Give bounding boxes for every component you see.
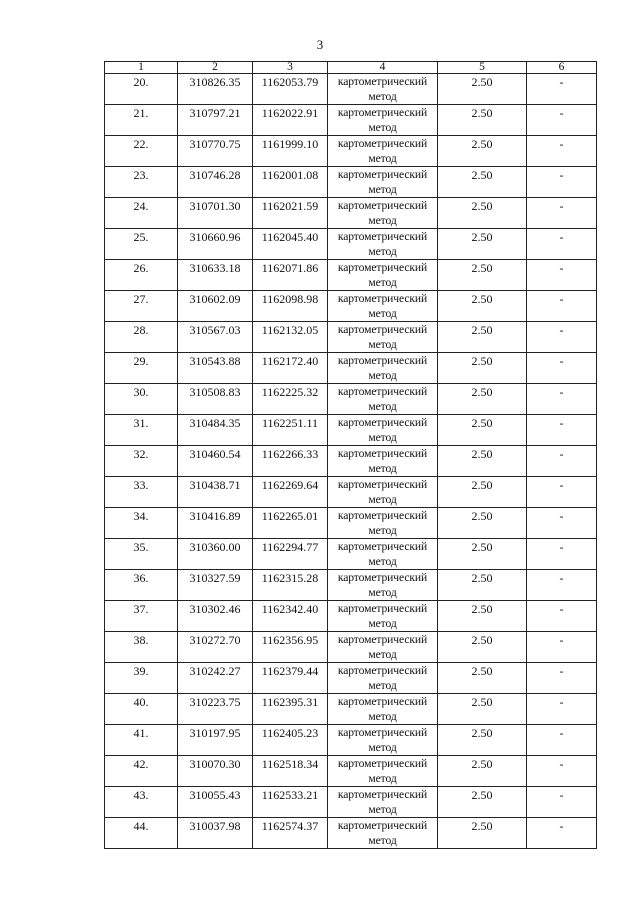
y-coordinate-cell: 1162053.79 — [253, 74, 328, 105]
x-coordinate-cell: 310037.98 — [178, 818, 253, 849]
table-header-row — [105, 62, 597, 74]
precision-cell: 2.50 — [438, 229, 527, 260]
x-coordinate-cell: 310416.89 — [178, 508, 253, 539]
point-number-cell: 36. — [105, 570, 178, 601]
method-cell: картометрический метод — [328, 167, 438, 198]
table-row — [105, 322, 597, 353]
table-row — [105, 291, 597, 322]
method-cell: картометрический метод — [328, 787, 438, 818]
table-row — [105, 787, 597, 818]
table-row — [105, 446, 597, 477]
table-row — [105, 632, 597, 663]
method-cell: картометрический метод — [328, 415, 438, 446]
precision-cell: 2.50 — [438, 384, 527, 415]
precision-cell: 2.50 — [438, 632, 527, 663]
note-cell: - — [527, 415, 597, 446]
x-coordinate-cell: 310223.75 — [178, 694, 253, 725]
table-row — [105, 818, 597, 849]
x-coordinate-cell: 310508.83 — [178, 384, 253, 415]
point-number-cell: 23. — [105, 167, 178, 198]
y-coordinate-cell: 1162132.05 — [253, 322, 328, 353]
y-coordinate-cell: 1162098.98 — [253, 291, 328, 322]
table-row — [105, 570, 597, 601]
point-number-cell: 29. — [105, 353, 178, 384]
method-cell: картометрический метод — [328, 105, 438, 136]
method-cell: картометрический метод — [328, 601, 438, 632]
page-number: 3 — [316, 37, 324, 52]
x-coordinate-cell: 310701.30 — [178, 198, 253, 229]
precision-cell: 2.50 — [438, 477, 527, 508]
method-cell: картометрический метод — [328, 384, 438, 415]
note-cell: - — [527, 198, 597, 229]
y-coordinate-cell: 1162518.34 — [253, 756, 328, 787]
table-row — [105, 756, 597, 787]
note-cell: - — [527, 74, 597, 105]
y-coordinate-cell: 1162071.86 — [253, 260, 328, 291]
precision-cell: 2.50 — [438, 756, 527, 787]
note-cell: - — [527, 508, 597, 539]
x-coordinate-cell: 310602.09 — [178, 291, 253, 322]
y-coordinate-cell: 1162225.32 — [253, 384, 328, 415]
precision-cell: 2.50 — [438, 694, 527, 725]
column-header: 3 — [253, 62, 328, 74]
point-number-cell: 26. — [105, 260, 178, 291]
precision-cell: 2.50 — [438, 353, 527, 384]
x-coordinate-cell: 310460.54 — [178, 446, 253, 477]
y-coordinate-cell: 1162001.08 — [253, 167, 328, 198]
y-coordinate-cell: 1162379.44 — [253, 663, 328, 694]
method-cell: картометрический метод — [328, 570, 438, 601]
note-cell: - — [527, 291, 597, 322]
precision-cell: 2.50 — [438, 539, 527, 570]
note-cell: - — [527, 632, 597, 663]
point-number-cell: 21. — [105, 105, 178, 136]
y-coordinate-cell: 1162269.64 — [253, 477, 328, 508]
point-number-cell: 38. — [105, 632, 178, 663]
note-cell: - — [527, 105, 597, 136]
x-coordinate-cell: 310770.75 — [178, 136, 253, 167]
point-number-cell: 28. — [105, 322, 178, 353]
x-coordinate-cell: 310302.46 — [178, 601, 253, 632]
method-cell: картометрический метод — [328, 725, 438, 756]
y-coordinate-cell: 1162356.95 — [253, 632, 328, 663]
point-number-cell: 33. — [105, 477, 178, 508]
method-cell: картометрический метод — [328, 694, 438, 725]
method-cell: картометрический метод — [328, 74, 438, 105]
x-coordinate-cell: 310567.03 — [178, 322, 253, 353]
table-row — [105, 539, 597, 570]
precision-cell: 2.50 — [438, 322, 527, 353]
note-cell: - — [527, 353, 597, 384]
note-cell: - — [527, 601, 597, 632]
precision-cell: 2.50 — [438, 136, 527, 167]
table-row — [105, 74, 597, 105]
y-coordinate-cell: 1162405.23 — [253, 725, 328, 756]
point-number-cell: 35. — [105, 539, 178, 570]
precision-cell: 2.50 — [438, 601, 527, 632]
note-cell: - — [527, 663, 597, 694]
x-coordinate-cell: 310797.21 — [178, 105, 253, 136]
column-header: 6 — [527, 62, 597, 74]
precision-cell: 2.50 — [438, 570, 527, 601]
point-number-cell: 40. — [105, 694, 178, 725]
x-coordinate-cell: 310660.96 — [178, 229, 253, 260]
method-cell: картометрический метод — [328, 508, 438, 539]
x-coordinate-cell: 310242.27 — [178, 663, 253, 694]
point-number-cell: 22. — [105, 136, 178, 167]
column-header: 4 — [328, 62, 438, 74]
y-coordinate-cell: 1162315.28 — [253, 570, 328, 601]
y-coordinate-cell: 1162294.77 — [253, 539, 328, 570]
note-cell: - — [527, 694, 597, 725]
table-row — [105, 601, 597, 632]
point-number-cell: 43. — [105, 787, 178, 818]
table-row — [105, 384, 597, 415]
coordinates-table — [104, 61, 597, 849]
x-coordinate-cell: 310055.43 — [178, 787, 253, 818]
y-coordinate-cell: 1162251.11 — [253, 415, 328, 446]
method-cell: картометрический метод — [328, 353, 438, 384]
point-number-cell: 39. — [105, 663, 178, 694]
method-cell: картометрический метод — [328, 756, 438, 787]
y-coordinate-cell: 1162574.37 — [253, 818, 328, 849]
column-header: 1 — [105, 62, 178, 74]
point-number-cell: 41. — [105, 725, 178, 756]
table-row — [105, 353, 597, 384]
method-cell: картометрический метод — [328, 663, 438, 694]
note-cell: - — [527, 539, 597, 570]
method-cell: картометрический метод — [328, 632, 438, 663]
column-header: 2 — [178, 62, 253, 74]
point-number-cell: 30. — [105, 384, 178, 415]
note-cell: - — [527, 725, 597, 756]
precision-cell: 2.50 — [438, 818, 527, 849]
precision-cell: 2.50 — [438, 787, 527, 818]
table-row — [105, 725, 597, 756]
table-row — [105, 663, 597, 694]
point-number-cell: 31. — [105, 415, 178, 446]
table-row — [105, 694, 597, 725]
precision-cell: 2.50 — [438, 105, 527, 136]
method-cell: картометрический метод — [328, 198, 438, 229]
y-coordinate-cell: 1162045.40 — [253, 229, 328, 260]
method-cell: картометрический метод — [328, 446, 438, 477]
x-coordinate-cell: 310360.00 — [178, 539, 253, 570]
point-number-cell: 32. — [105, 446, 178, 477]
x-coordinate-cell: 310438.71 — [178, 477, 253, 508]
note-cell: - — [527, 477, 597, 508]
y-coordinate-cell: 1162021.59 — [253, 198, 328, 229]
method-cell: картометрический метод — [328, 539, 438, 570]
point-number-cell: 20. — [105, 74, 178, 105]
note-cell: - — [527, 167, 597, 198]
note-cell: - — [527, 446, 597, 477]
precision-cell: 2.50 — [438, 167, 527, 198]
precision-cell: 2.50 — [438, 260, 527, 291]
precision-cell: 2.50 — [438, 663, 527, 694]
x-coordinate-cell: 310746.28 — [178, 167, 253, 198]
precision-cell: 2.50 — [438, 74, 527, 105]
note-cell: - — [527, 570, 597, 601]
x-coordinate-cell: 310327.59 — [178, 570, 253, 601]
method-cell: картометрический метод — [328, 818, 438, 849]
point-number-cell: 25. — [105, 229, 178, 260]
precision-cell: 2.50 — [438, 508, 527, 539]
x-coordinate-cell: 310272.70 — [178, 632, 253, 663]
note-cell: - — [527, 136, 597, 167]
point-number-cell: 42. — [105, 756, 178, 787]
table-row — [105, 229, 597, 260]
method-cell: картометрический метод — [328, 477, 438, 508]
method-cell: картометрический метод — [328, 136, 438, 167]
method-cell: картометрический метод — [328, 322, 438, 353]
table-row — [105, 260, 597, 291]
note-cell: - — [527, 229, 597, 260]
precision-cell: 2.50 — [438, 446, 527, 477]
table-row — [105, 477, 597, 508]
table-row — [105, 198, 597, 229]
y-coordinate-cell: 1162266.33 — [253, 446, 328, 477]
table-row — [105, 508, 597, 539]
point-number-cell: 44. — [105, 818, 178, 849]
x-coordinate-cell: 310633.18 — [178, 260, 253, 291]
point-number-cell: 34. — [105, 508, 178, 539]
table-row — [105, 136, 597, 167]
point-number-cell: 27. — [105, 291, 178, 322]
note-cell: - — [527, 260, 597, 291]
x-coordinate-cell: 310826.35 — [178, 74, 253, 105]
precision-cell: 2.50 — [438, 198, 527, 229]
x-coordinate-cell: 310070.30 — [178, 756, 253, 787]
table-row — [105, 167, 597, 198]
point-number-cell: 37. — [105, 601, 178, 632]
precision-cell: 2.50 — [438, 291, 527, 322]
note-cell: - — [527, 322, 597, 353]
note-cell: - — [527, 756, 597, 787]
y-coordinate-cell: 1162022.91 — [253, 105, 328, 136]
point-number-cell: 24. — [105, 198, 178, 229]
x-coordinate-cell: 310484.35 — [178, 415, 253, 446]
method-cell: картометрический метод — [328, 291, 438, 322]
table-row — [105, 105, 597, 136]
y-coordinate-cell: 1161999.10 — [253, 136, 328, 167]
y-coordinate-cell: 1162533.21 — [253, 787, 328, 818]
x-coordinate-cell: 310197.95 — [178, 725, 253, 756]
y-coordinate-cell: 1162395.31 — [253, 694, 328, 725]
y-coordinate-cell: 1162172.40 — [253, 353, 328, 384]
note-cell: - — [527, 787, 597, 818]
precision-cell: 2.50 — [438, 415, 527, 446]
x-coordinate-cell: 310543.88 — [178, 353, 253, 384]
y-coordinate-cell: 1162342.40 — [253, 601, 328, 632]
table-row — [105, 415, 597, 446]
method-cell: картометрический метод — [328, 260, 438, 291]
precision-cell: 2.50 — [438, 725, 527, 756]
note-cell: - — [527, 384, 597, 415]
method-cell: картометрический метод — [328, 229, 438, 260]
y-coordinate-cell: 1162265.01 — [253, 508, 328, 539]
table-body — [105, 62, 597, 849]
note-cell: - — [527, 818, 597, 849]
column-header: 5 — [438, 62, 527, 74]
